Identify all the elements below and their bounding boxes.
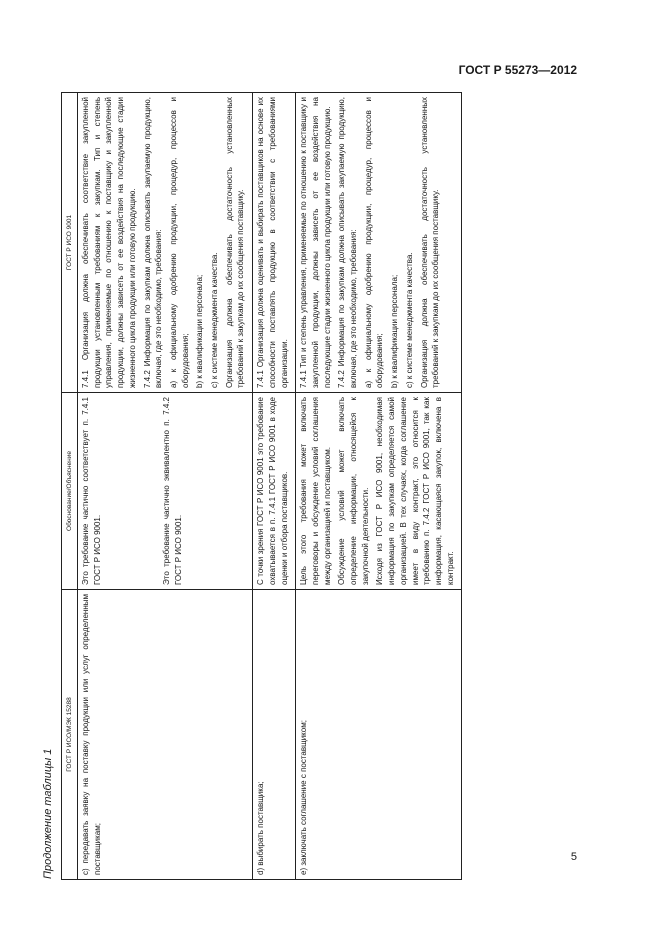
row-d-requirement bbox=[253, 590, 296, 880]
clause-text: a) к официальному одобрению продукции, процедур, процессов и оборудования; bbox=[168, 97, 190, 388]
clause-text: c) к системе менеджмента качества. bbox=[404, 252, 414, 388]
clause-text: Организация должна обеспечивать достаточность установленных требований к закупкам до их сообщения поставщику. bbox=[419, 97, 441, 388]
table-caption: Продолжение таблицы 1 bbox=[42, 748, 54, 879]
clause-text: 7.4.2 Информация по закупкам должна описывать закупаемую продукцию, включая, где это необходимо, требования: bbox=[337, 97, 359, 388]
clause-text: 7.4.1 Тип и степень управления, применяемые по отношению к поставщику и закупленной продукции, должны зависеть от ее воздействия на последующие стадии жизненного цикла продукции или готовую продукцию. bbox=[299, 97, 332, 388]
clause-text: 7.4.1 Организация должна обеспечивать соответствие закупленной продукции установленным требованиям к закупкам. Тип и степень управления, применяемые по отношению к поставщику и закупленной продукции, должны зависеть от ее воздействия на последующие стадии жизненного цикла продукции или готовую продукцию. bbox=[81, 97, 137, 388]
table-row bbox=[253, 93, 296, 880]
document-code: ГОСТ Р 55273—2012 bbox=[458, 63, 577, 77]
justification-text: Обсуждение условий может включать определение информации, относящейся к закупочной деятельности. bbox=[337, 397, 370, 585]
clause-text: 7.4.1 Организация должна оценивать и выбирать поставщиков на основе их способности поставлять продукцию в соответствии с требованиями организации. bbox=[256, 97, 289, 388]
clause-text: b) к квалификации персонала; bbox=[195, 274, 205, 388]
row-e-iso9001 bbox=[296, 93, 462, 393]
clause-text: 7.4.2 Информация по закупкам должна описывать закупаемую продукцию, включая, где это необходимо, требования: bbox=[142, 97, 164, 388]
row-d-justification bbox=[253, 393, 296, 590]
row-c-requirement bbox=[78, 590, 253, 880]
requirement-text: e) заключать соглашение с поставщиком; bbox=[299, 720, 309, 875]
column-header-justification: Обоснование/Объяснение bbox=[62, 393, 78, 590]
clause-text: b) к квалификации персонала; bbox=[390, 274, 400, 388]
row-e-requirement bbox=[296, 590, 462, 880]
row-c-iso9001 bbox=[78, 93, 253, 393]
comparison-table bbox=[61, 92, 462, 880]
table-header-row bbox=[62, 93, 78, 880]
justification-text: Исходя из ГОСТ Р ИСО 9001, необходимая информация по закупкам определяется самой организацией. В тех случаях, когда соглашение имеет в виду контракт, это относится к требованию п. 7.4.2 ГОСТ Р ИСО 9001, так как информация, касающаяся закупок, включена в контракт. bbox=[375, 397, 455, 585]
table-row bbox=[296, 93, 462, 880]
column-header-iso9001: ГОСТ Р ИСО 9001 bbox=[62, 93, 78, 393]
clause-text: a) к официальному одобрению продукции, процедур, процессов и оборудования; bbox=[363, 97, 385, 388]
row-e-justification bbox=[296, 393, 462, 590]
clause-text: c) к системе менеджмента качества. bbox=[210, 252, 220, 388]
clause-text: Организация должна обеспечивать достаточность установленных требований к закупкам до их сообщения поставщику. bbox=[224, 97, 246, 388]
justification-text: Цель этого требования может включать переговоры и обсуждение условий соглашения между организацией и поставщиком. bbox=[299, 397, 332, 585]
justification-text: Это требование частично соответствует п. 7.4.1 ГОСТ Р ИСО 9001. bbox=[81, 397, 102, 585]
justification-text: С точки зрения ГОСТ Р ИСО 9001 это требование охватывается в п. 7.4.1 ГОСТ Р ИСО 9001 в ходе оценки и отбора поставщиков. bbox=[256, 397, 289, 585]
row-c-justification bbox=[78, 393, 253, 590]
row-d-iso9001 bbox=[253, 93, 296, 393]
requirement-text: c) передавать заявку на поставку продукции или услуг определенным поставщикам; bbox=[81, 594, 102, 875]
rotated-table-block bbox=[40, 93, 562, 880]
column-header-iso15288: ГОСТ Р ИСО/МЭК 15288 bbox=[62, 590, 78, 880]
requirement-text: d) выбирать поставщика; bbox=[256, 781, 266, 875]
justification-text: Это требование частично эквивалентно п. 7.4.2 ГОСТ Р ИСО 9001. bbox=[162, 397, 184, 585]
table-row bbox=[78, 93, 253, 880]
page-number: 5 bbox=[570, 851, 577, 863]
